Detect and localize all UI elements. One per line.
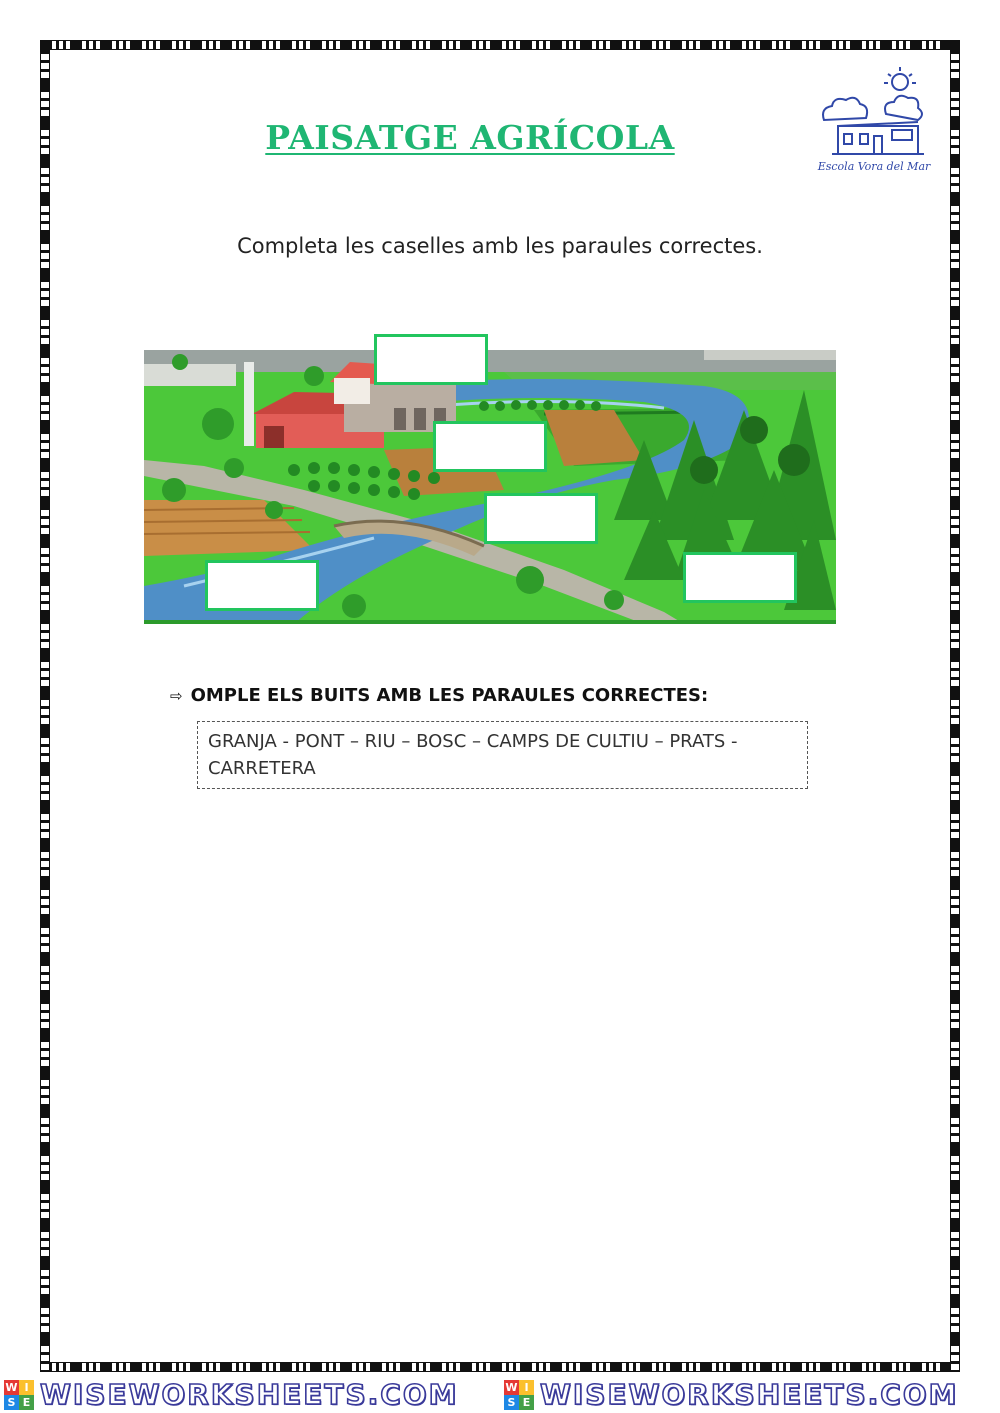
word-bank: GRANJA - PONT – RIU – BOSC – CAMPS DE CULTIU – PRATS - CARRETERA: [197, 721, 808, 789]
frame-top-border: [40, 40, 960, 50]
answer-box-riu[interactable]: [484, 493, 598, 544]
task-heading-text: OMPLE ELS BUITS AMB LES PARAULES CORRECTES:: [190, 685, 709, 706]
school-logo-text: Escola Vora del Mar: [817, 160, 931, 173]
school-logo: [812, 64, 936, 180]
frame-bottom-border: [40, 1362, 960, 1372]
answer-input[interactable]: [487, 496, 599, 543]
frame-left-border: [40, 40, 50, 1371]
task-heading: [170, 685, 870, 706]
answer-input[interactable]: [686, 555, 798, 602]
answer-input[interactable]: [436, 424, 548, 471]
answer-box-pont[interactable]: [205, 560, 319, 611]
footer-brand-text: WISEWORKSHEETS.COM: [540, 1378, 959, 1411]
footer-brand-left: [0, 1376, 500, 1413]
answer-box-granja[interactable]: [374, 334, 488, 385]
arrow-right-icon: ⇨: [170, 687, 183, 705]
school-logo-icon: [812, 64, 936, 160]
wise-logo-icon: W I S E: [504, 1380, 534, 1410]
answer-box-camps[interactable]: [433, 421, 547, 472]
footer-watermark: [0, 1376, 1000, 1413]
answer-input[interactable]: [377, 337, 489, 384]
frame-right-border: [950, 40, 960, 1371]
wise-logo-icon: W I S E: [4, 1380, 34, 1410]
footer-brand-text: WISEWORKSHEETS.COM: [40, 1378, 459, 1411]
answer-input[interactable]: [208, 563, 320, 610]
answer-box-bosc[interactable]: [683, 552, 797, 603]
instruction-text: Completa les caselles amb les paraules correctes.: [237, 234, 763, 258]
page-title: PAISATGE AGRÍCOLA: [265, 118, 675, 157]
footer-brand-right: [500, 1376, 1000, 1413]
